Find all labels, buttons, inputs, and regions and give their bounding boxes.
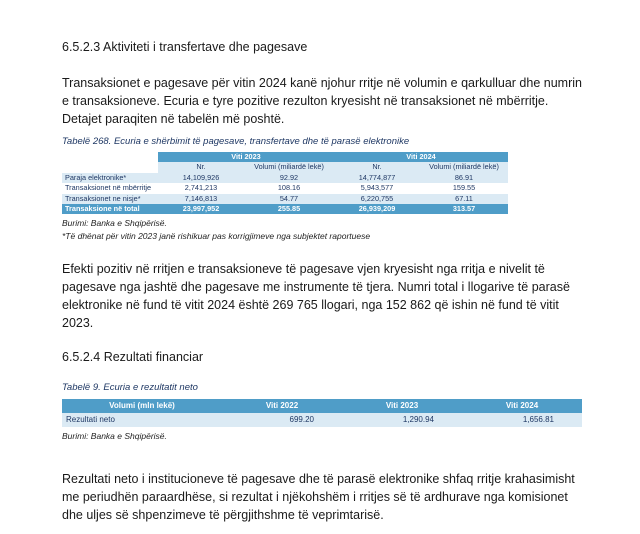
header-year-2024: Viti 2024 [334,152,508,162]
section-heading-transfers: 6.5.2.3 Aktiviteti i transfertave dhe pagesave [62,40,308,54]
cell-volume-2023: 54.77 [244,194,334,204]
row-label: Transaksionet ne nisje* [62,194,158,204]
cell-2024: 1,656.81 [462,413,582,427]
table-header-years [62,152,508,162]
cell-nr-2023: 2,741,213 [158,183,244,193]
header-year-2023: Viti 2023 [158,152,334,162]
cell-volume-2023: 108.16 [244,183,334,193]
cell-volume-2024: 86.91 [420,173,508,183]
header-volume: Volumi (mln lekë) [62,399,222,413]
table-row [62,413,582,427]
table-payments-services [62,152,508,214]
table-caption-payments: Tabelë 268. Ecuria e shërbimit të pagesave, transfertave dhe të parasë elektronike [62,136,410,147]
total-nr-2024: 26,939,209 [334,204,420,214]
table-header [62,399,582,413]
subheader-volume: Volumi (miliardë lekë) [420,162,508,172]
paragraph-net-result: Rezultati neto i institucioneve të pagesave dhe të parasë elektronike shfaq rritje krahasimisht me periudhën paraardhëse, si rezultat i njëkohshëm i rritjes së të ardhurave nga komisionet dhe uljes së shpenzimeve të përgjithshme të veprimtarisë. [62,472,575,522]
table-caption-net-result: Tabelë 9. Ecuria e rezultatit neto [62,382,198,393]
row-label: Rezultati neto [62,413,222,427]
cell-nr-2023: 7,146,813 [158,194,244,204]
cell-volume-2024: 159.55 [420,183,508,193]
table-corner-cell [62,162,158,172]
total-label: Transaksione në total [62,204,158,214]
header-year-2022: Viti 2022 [222,399,342,413]
cell-nr-2023: 14,109,926 [158,173,244,183]
subheader-volume: Volumi (miliardë lekë) [244,162,334,172]
row-label: Transaksionet në mbërritje [62,183,158,193]
paragraph-transactions-intro: Transaksionet e pagesave për vitin 2024 kanë njohur rritje në volumin e qarkulluar dhe numrin e transaksioneve. Ecuria e tyre pozitive rezulton kryesisht në transaksionet në mbërritje. Detajet paraqiten në tabelën më poshtë. [62,76,582,126]
cell-volume-2024: 67.11 [420,194,508,204]
table-subheader [62,162,508,172]
header-year-2023: Viti 2023 [342,399,462,413]
table-net-result [62,399,582,427]
cell-2022: 699.20 [222,413,342,427]
cell-2023: 1,290.94 [342,413,462,427]
section-heading-financial-result: 6.5.2.4 Rezultati financiar [62,350,204,364]
table-row [62,173,508,183]
table-row [62,194,508,204]
row-label: Paraja elektronike* [62,173,158,183]
table-source: Burimi: Banka e Shqipërisë. [62,218,167,228]
table-footnote: *Të dhënat për vitin 2023 janë rishikuar pas korrigjimeve nga subjektet raportuese [62,231,371,241]
cell-nr-2024: 5,943,577 [334,183,420,193]
table-source: Burimi: Banka e Shqipërisë. [62,431,167,441]
subheader-nr: Nr. [334,162,420,172]
total-nr-2023: 23,997,952 [158,204,244,214]
total-volume-2024: 313.57 [420,204,508,214]
cell-nr-2024: 14,774,877 [334,173,420,183]
paragraph-payments-effect: Efekti pozitiv në rritjen e transaksioneve të pagesave vjen kryesisht nga rritja e nivelit të pagesave nga jashtë dhe pagesave me instrumente të tjera. Numri total i llogarive të parasë elektronike në fund të vitit 2024 është 269 765 llogari, nga 152 862 që ishin në fund të vitit 2023. [62,262,570,330]
table-row [62,183,508,193]
total-volume-2023: 255.85 [244,204,334,214]
cell-nr-2024: 6,220,755 [334,194,420,204]
cell-volume-2023: 92.92 [244,173,334,183]
table-total-row [62,204,508,214]
header-year-2024: Viti 2024 [462,399,582,413]
subheader-nr: Nr. [158,162,244,172]
table-corner-cell [62,152,158,162]
